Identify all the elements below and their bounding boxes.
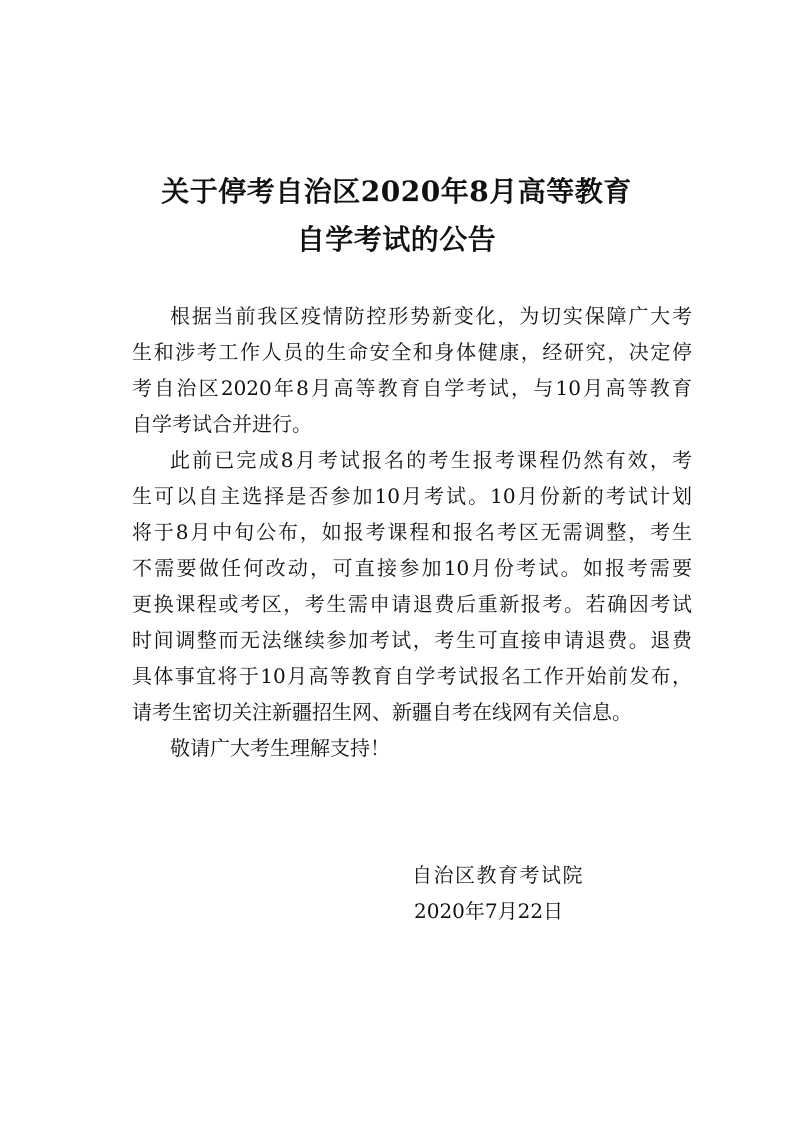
body-line-10: 时间调整而无法继续参加考试，考生可直接申请退费。退费: [132, 628, 692, 652]
body-line-12: 请考生密切关注新疆招生网、新疆自考在线网有关信息。: [132, 700, 632, 724]
body-line-11: 具体事宜将于10月高等教育自学考试报名工作开始前发布，: [132, 664, 692, 688]
body-line-7: 将于8月中旬公布，如报考课程和报名考区无需调整，考生: [132, 520, 692, 544]
body-line-8: 不需要做任何改动，可直接参加10月份考试。如报考需要: [132, 556, 692, 580]
body-line-3: 考自治区2020年8月高等教育自学考试，与10月高等教育: [132, 376, 692, 400]
body-line-4: 自学考试合并进行。: [132, 412, 312, 436]
document-title-line-2: 自学考试的公告: [296, 223, 497, 256]
body-line-5: 此前已完成8月考试报名的考生报考课程仍然有效，考: [170, 448, 692, 472]
signature-date: 2020年7月22日: [414, 899, 564, 923]
body-line-2: 生和涉考工作人员的生命安全和身体健康，经研究，决定停: [132, 340, 692, 364]
body-line-9: 更换课程或考区，考生需申请退费后重新报考。若确因考试: [132, 592, 692, 616]
body-line-13: 敬请广大考生理解支持！: [170, 736, 390, 760]
body-line-6: 生可以自主选择是否参加10月考试。10月份新的考试计划: [132, 484, 692, 508]
signature-organization: 自治区教育考试院: [412, 863, 584, 887]
document-title-line-1: 关于停考自治区2020年8月高等教育: [161, 175, 632, 208]
body-line-1: 根据当前我区疫情防控形势新变化，为切实保障广大考: [170, 304, 692, 328]
